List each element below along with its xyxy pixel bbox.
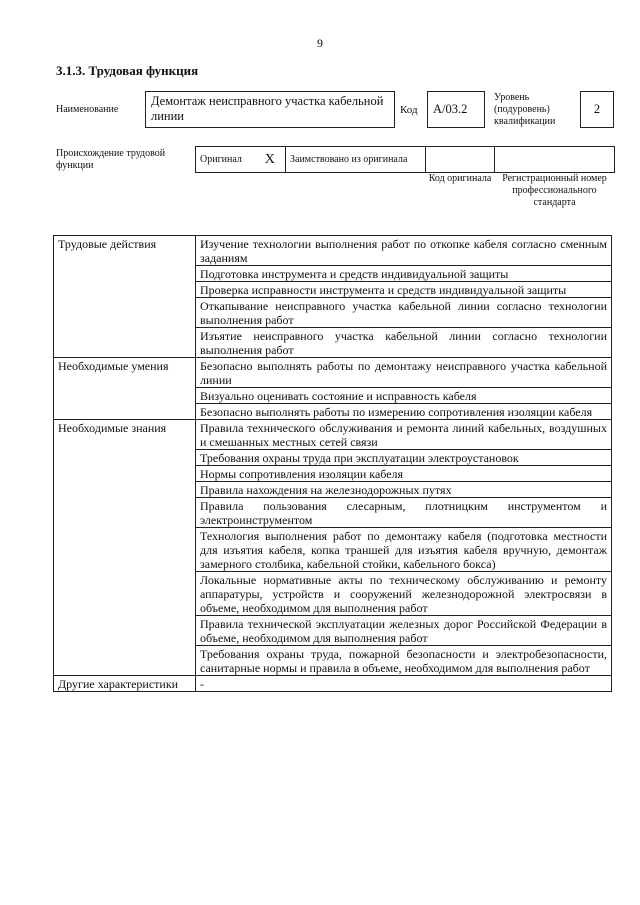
item-cell: Откапывание неисправного участка кабельной линии согласно технологии выполнения работ [196, 298, 612, 328]
table-row [54, 676, 612, 692]
function-details-table [53, 235, 612, 692]
code-box [427, 91, 485, 128]
table-row [54, 236, 612, 266]
borrowed-label: Заимствовано из оригинала [286, 147, 426, 173]
item-cell: Правила нахождения на железнодорожных путях [196, 482, 612, 498]
item-cell: Требования охраны труда при эксплуатации электроустановок [196, 450, 612, 466]
item-cell: - [196, 676, 612, 692]
table-row [54, 420, 612, 450]
original-label: Оригинал [196, 147, 255, 173]
page-number: 9 [317, 36, 323, 50]
code-value: А/03.2 [433, 102, 468, 116]
registration-number-cell [495, 147, 615, 173]
category-cell: Необходимые знания [54, 420, 196, 676]
item-cell: Локальные нормативные акты по техническому обслуживанию и ремонту аппаратуры, устройств и сооружений железнодорожной электросвязи в объеме, необходимом для выполнения работ [196, 572, 612, 616]
name-label: Наименование [56, 104, 119, 115]
level-value: 2 [593, 102, 601, 116]
item-cell: Изъятие неисправного участка кабельной линии согласно технологии выполнения работ [196, 328, 612, 358]
category-cell: Необходимые умения [54, 358, 196, 420]
code-label: Код [400, 104, 418, 116]
code-caption: Код оригинала [428, 173, 492, 184]
item-cell: Правила пользования слесарным, плотницким инструментом и электроинструментом [196, 498, 612, 528]
item-cell: Безопасно выполнять работы по демонтажу неисправного участка кабельной линии [196, 358, 612, 388]
item-cell: Подготовка инструмента и средств индивидуальной защиты [196, 266, 612, 282]
origin-table [195, 146, 615, 173]
level-label: Уровень (подуровень) квалификации [494, 92, 556, 127]
item-cell: Требования охраны труда, пожарной безопасности и электробезопасности, санитарные нормы и правила в объеме, необходимом для выполнения работ [196, 646, 612, 676]
item-cell: Нормы сопротивления изоляции кабеля [196, 466, 612, 482]
function-name-value: Демонтаж неисправного участка кабельной линии [151, 94, 384, 123]
item-cell: Визуально оценивать состояние и исправность кабеля [196, 388, 612, 404]
item-cell: Безопасно выполнять работы по измерению сопротивления изоляции кабеля [196, 404, 612, 420]
item-cell: Изучение технологии выполнения работ по откопке кабеля согласно сменным заданиям [196, 236, 612, 266]
registration-caption: Регистрационный номер профессионального стандарта [502, 173, 607, 208]
item-cell: Правила технического обслуживания и ремонта линий кабельных, воздушных и смешанных местных сетей связи [196, 420, 612, 450]
item-cell: Технология выполнения работ по демонтажу кабеля (подготовка местности для изъятия кабеля, копка траншей для изъятия кабеля вручную, демонтаж замерного столбика, кабельной стойки, кабельного бокса) [196, 528, 612, 572]
origin-label: Происхождение трудовой функции [56, 148, 166, 171]
category-cell: Другие характеристики [54, 676, 196, 692]
section-title: 3.1.3. Трудовая функция [56, 63, 199, 78]
table-row [54, 358, 612, 388]
original-mark: X [255, 147, 286, 173]
level-box [580, 91, 614, 128]
item-cell: Правила технической эксплуатации железных дорог Российской Федерации в объеме, необходимом для выполнения работ [196, 616, 612, 646]
function-name-box [145, 91, 395, 128]
item-cell: Проверка исправности инструмента и средств индивидуальной защиты [196, 282, 612, 298]
original-code-cell [426, 147, 495, 173]
category-cell: Трудовые действия [54, 236, 196, 358]
